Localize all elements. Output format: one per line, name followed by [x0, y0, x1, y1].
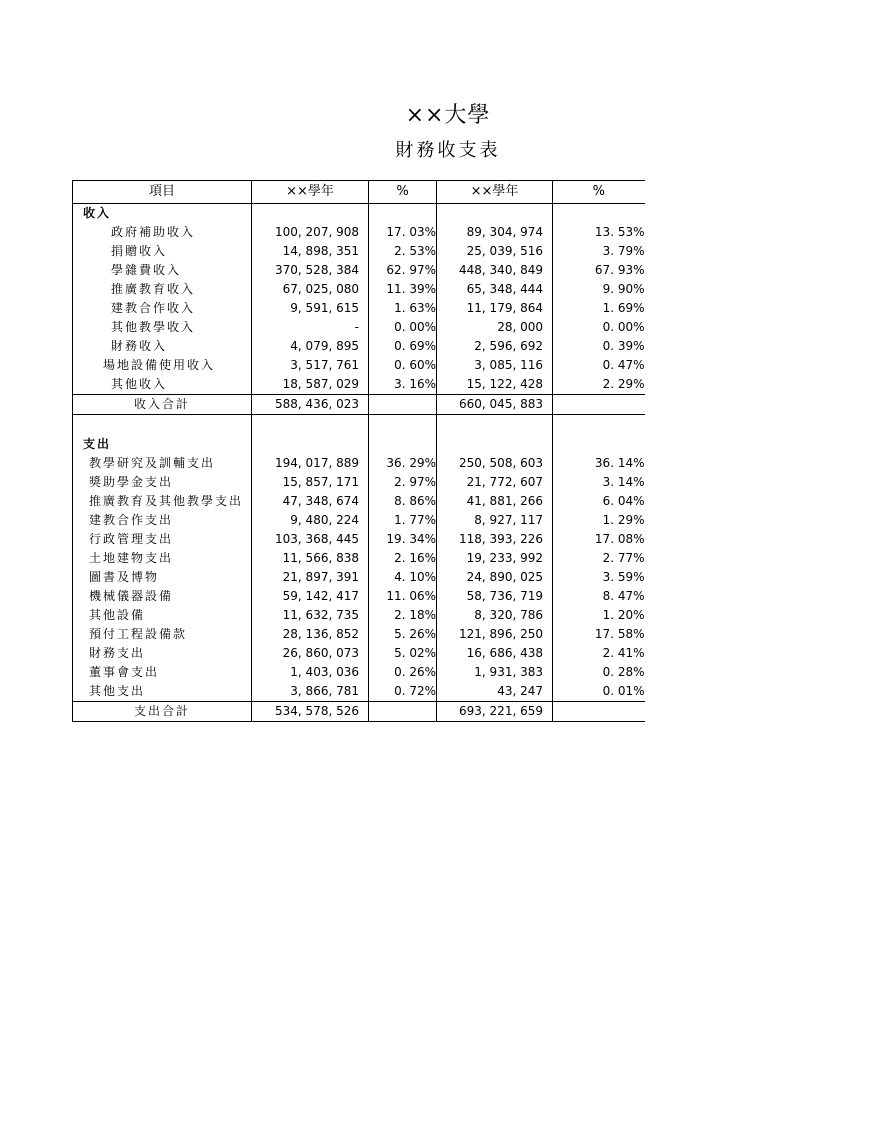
income-item-year1-pct: 1. 63% [369, 299, 437, 318]
income-item-year1-amount: 3, 517, 761 [252, 356, 369, 375]
income-section-row [73, 204, 645, 224]
expense-item-year2-pct: 3. 59% [602, 570, 645, 584]
income-item-year1-amount: 100, 207, 908 [252, 223, 369, 242]
income-item-year1-amount: 370, 528, 384 [252, 261, 369, 280]
expense-item-name: 董事會支出 [73, 663, 252, 682]
empty-cell [369, 427, 437, 454]
expense-item-year2-pct: 2. 77% [602, 551, 645, 565]
income-item-year1-amount: 9, 591, 615 [252, 299, 369, 318]
expense-item-year2-amount: 21, 772, 607 [437, 473, 553, 492]
table-row [73, 318, 645, 337]
finance-table [72, 180, 645, 722]
empty-cell [437, 427, 553, 454]
income-total-row [73, 395, 645, 415]
expense-item-name: 教學研究及訓輔支出 [73, 454, 252, 473]
expense-section-label: 支出 [73, 427, 252, 454]
expense-item-name: 建教合作支出 [73, 511, 252, 530]
table-row [73, 511, 645, 530]
empty-cell [437, 204, 553, 224]
header-year1: ××學年 [252, 181, 369, 204]
expense-item-year1-pct: 19. 34% [369, 530, 437, 549]
expense-item-year2-amount: 19, 233, 992 [437, 549, 553, 568]
finance-table-container [72, 180, 645, 722]
expense-item-name: 行政管理支出 [73, 530, 252, 549]
table-row [73, 356, 645, 375]
empty-cell [252, 204, 369, 224]
table-row [73, 280, 645, 299]
table-row [73, 242, 645, 261]
table-row [73, 299, 645, 318]
expense-item-year1-pct: 0. 72% [369, 682, 437, 702]
income-item-year1-pct: 0. 60% [369, 356, 437, 375]
expense-item-year1-pct: 2. 18% [369, 606, 437, 625]
empty-cell [369, 702, 437, 722]
expense-item-year2-amount: 58, 736, 719 [437, 587, 553, 606]
expense-item-year2-pct: 8. 47% [602, 589, 645, 603]
income-total-year1: 588, 436, 023 [252, 395, 369, 415]
table-row [73, 261, 645, 280]
income-item-year2-pct: 0. 47% [602, 358, 645, 372]
income-item-name: 推廣教育收入 [73, 280, 252, 299]
income-item-year1-pct: 0. 69% [369, 337, 437, 356]
expense-total-row [73, 702, 645, 722]
income-item-name: 其他收入 [73, 375, 252, 395]
empty-cell [553, 204, 645, 224]
expense-total-year1: 534, 578, 526 [252, 702, 369, 722]
income-item-year2-amount: 3, 085, 116 [437, 356, 553, 375]
income-item-year1-pct: 11. 39% [369, 280, 437, 299]
expense-item-year2-amount: 118, 393, 226 [437, 530, 553, 549]
table-row [73, 549, 645, 568]
expense-item-name: 獎助學金支出 [73, 473, 252, 492]
expense-item-year2-pct: 17. 08% [594, 532, 645, 546]
expense-item-year1-pct: 36. 29% [369, 454, 437, 473]
expense-item-year2-pct: 6. 04% [602, 494, 645, 508]
expense-item-year2-pct: 0. 28% [602, 665, 645, 679]
income-item-year2-amount: 89, 304, 974 [437, 223, 553, 242]
income-item-name: 其他教學收入 [73, 318, 252, 337]
expense-item-year1-amount: 9, 480, 224 [252, 511, 369, 530]
expense-item-name: 圖書及博物 [73, 568, 252, 587]
income-item-name: 建教合作收入 [73, 299, 252, 318]
table-row [73, 337, 645, 356]
income-item-year2-pct: 0. 39% [602, 339, 645, 353]
income-item-year1-amount: 18, 587, 029 [252, 375, 369, 395]
expense-item-name: 機械儀器設備 [73, 587, 252, 606]
income-item-year2-pct: 9. 90% [602, 282, 645, 296]
expense-item-year1-pct: 0. 26% [369, 663, 437, 682]
expense-item-name: 其他設備 [73, 606, 252, 625]
income-item-year2-pct: 3. 79% [602, 244, 645, 258]
income-item-year2-pct: 13. 53% [594, 225, 645, 239]
expense-item-year2-amount: 8, 320, 786 [437, 606, 553, 625]
income-item-year2-pct: 0. 00% [602, 320, 645, 334]
income-item-name: 場地設備使用收入 [73, 356, 252, 375]
income-total-year2: 660, 045, 883 [437, 395, 553, 415]
expense-item-year1-amount: 11, 566, 838 [252, 549, 369, 568]
empty-cell [369, 415, 437, 428]
expense-item-year2-pct: 36. 14% [594, 456, 645, 470]
table-row [73, 568, 645, 587]
header-pct2: % [553, 181, 645, 204]
expense-item-year1-amount: 1, 403, 036 [252, 663, 369, 682]
income-item-year1-amount: 67, 025, 080 [252, 280, 369, 299]
expense-item-year2-amount: 16, 686, 438 [437, 644, 553, 663]
expense-item-year2-pct: 0. 01% [602, 684, 645, 698]
expense-item-year2-amount: 43, 247 [437, 682, 553, 702]
expense-item-name: 推廣教育及其他教學支出 [73, 492, 252, 511]
expense-item-name: 財務支出 [73, 644, 252, 663]
table-row [73, 606, 645, 625]
expense-item-year1-amount: 3, 866, 781 [252, 682, 369, 702]
income-item-year1-pct: 3. 16% [369, 375, 437, 395]
expense-total-label: 支出合計 [73, 702, 252, 722]
income-item-year1-amount: - [252, 318, 369, 337]
spacer-row [73, 415, 645, 428]
table-row [73, 644, 645, 663]
income-item-name: 財務收入 [73, 337, 252, 356]
expense-item-name: 土地建物支出 [73, 549, 252, 568]
expense-item-year1-amount: 194, 017, 889 [252, 454, 369, 473]
income-item-year1-amount: 4, 079, 895 [252, 337, 369, 356]
empty-cell [553, 427, 645, 454]
expense-item-year1-amount: 26, 860, 073 [252, 644, 369, 663]
expense-total-year2: 693, 221, 659 [437, 702, 553, 722]
income-section-label: 收入 [73, 204, 252, 224]
income-item-year2-amount: 65, 348, 444 [437, 280, 553, 299]
expense-item-year2-amount: 250, 508, 603 [437, 454, 553, 473]
income-item-year2-amount: 15, 122, 428 [437, 375, 553, 395]
empty-cell [369, 395, 437, 415]
table-header-row [73, 181, 645, 204]
page-title: ××大學 [405, 103, 491, 128]
table-row [73, 625, 645, 644]
income-item-name: 學雜費收入 [73, 261, 252, 280]
expense-item-year1-amount: 21, 897, 391 [252, 568, 369, 587]
header-item: 項目 [73, 181, 252, 204]
expense-item-year1-pct: 11. 06% [369, 587, 437, 606]
expense-item-year2-pct: 2. 41% [602, 646, 645, 660]
income-item-year2-amount: 448, 340, 849 [437, 261, 553, 280]
expense-item-year1-pct: 8. 86% [369, 492, 437, 511]
income-item-year2-amount: 2, 596, 692 [437, 337, 553, 356]
income-item-year2-pct: 67. 93% [594, 263, 645, 277]
expense-item-year1-amount: 11, 632, 735 [252, 606, 369, 625]
income-item-year2-amount: 11, 179, 864 [437, 299, 553, 318]
expense-item-year2-pct: 1. 20% [602, 608, 645, 622]
empty-cell [369, 204, 437, 224]
expense-item-year1-pct: 4. 10% [369, 568, 437, 587]
income-item-year1-pct: 0. 00% [369, 318, 437, 337]
income-item-year2-amount: 28, 000 [437, 318, 553, 337]
table-row [73, 682, 645, 702]
table-row [73, 530, 645, 549]
header-pct1: % [369, 181, 437, 204]
income-item-year1-pct: 2. 53% [369, 242, 437, 261]
income-item-year2-pct: 1. 69% [602, 301, 645, 315]
expense-item-year1-pct: 2. 16% [369, 549, 437, 568]
income-item-year1-amount: 14, 898, 351 [252, 242, 369, 261]
empty-cell [252, 427, 369, 454]
expense-item-year2-amount: 41, 881, 266 [437, 492, 553, 511]
income-item-year1-pct: 17. 03% [369, 223, 437, 242]
expense-item-year1-amount: 47, 348, 674 [252, 492, 369, 511]
expense-item-year2-amount: 24, 890, 025 [437, 568, 553, 587]
table-row [73, 473, 645, 492]
expense-item-year1-pct: 5. 26% [369, 625, 437, 644]
expense-item-name: 其他支出 [73, 682, 252, 702]
expense-item-year2-amount: 8, 927, 117 [437, 511, 553, 530]
table-row [73, 454, 645, 473]
expense-item-year2-pct: 17. 58% [594, 627, 645, 641]
expense-item-year1-pct: 2. 97% [369, 473, 437, 492]
table-row [73, 587, 645, 606]
expense-item-year1-amount: 15, 857, 171 [252, 473, 369, 492]
income-item-name: 捐贈收入 [73, 242, 252, 261]
empty-cell [437, 415, 553, 428]
table-row [73, 375, 645, 395]
empty-cell [553, 395, 645, 415]
expense-item-year2-pct: 3. 14% [602, 475, 645, 489]
expense-item-name: 預付工程設備款 [73, 625, 252, 644]
empty-cell [252, 415, 369, 428]
expense-item-year2-amount: 121, 896, 250 [437, 625, 553, 644]
empty-cell [553, 702, 645, 722]
expense-item-year2-amount: 1, 931, 383 [437, 663, 553, 682]
income-total-label: 收入合計 [73, 395, 252, 415]
expense-item-year1-amount: 28, 136, 852 [252, 625, 369, 644]
income-item-name: 政府補助收入 [73, 223, 252, 242]
expense-item-year1-amount: 103, 368, 445 [252, 530, 369, 549]
empty-cell [553, 415, 645, 428]
expense-section-row [73, 427, 645, 454]
expense-item-year1-pct: 1. 77% [369, 511, 437, 530]
income-item-year2-amount: 25, 039, 516 [437, 242, 553, 261]
table-row [73, 223, 645, 242]
table-row [73, 663, 645, 682]
income-item-year1-pct: 62. 97% [369, 261, 437, 280]
table-row [73, 492, 645, 511]
expense-item-year1-amount: 59, 142, 417 [252, 587, 369, 606]
empty-cell [73, 415, 252, 428]
header-year2: ××學年 [437, 181, 553, 204]
page-subtitle: 財務收支表 [395, 140, 501, 161]
income-item-year2-pct: 2. 29% [602, 377, 645, 391]
expense-item-year1-pct: 5. 02% [369, 644, 437, 663]
expense-item-year2-pct: 1. 29% [602, 513, 645, 527]
